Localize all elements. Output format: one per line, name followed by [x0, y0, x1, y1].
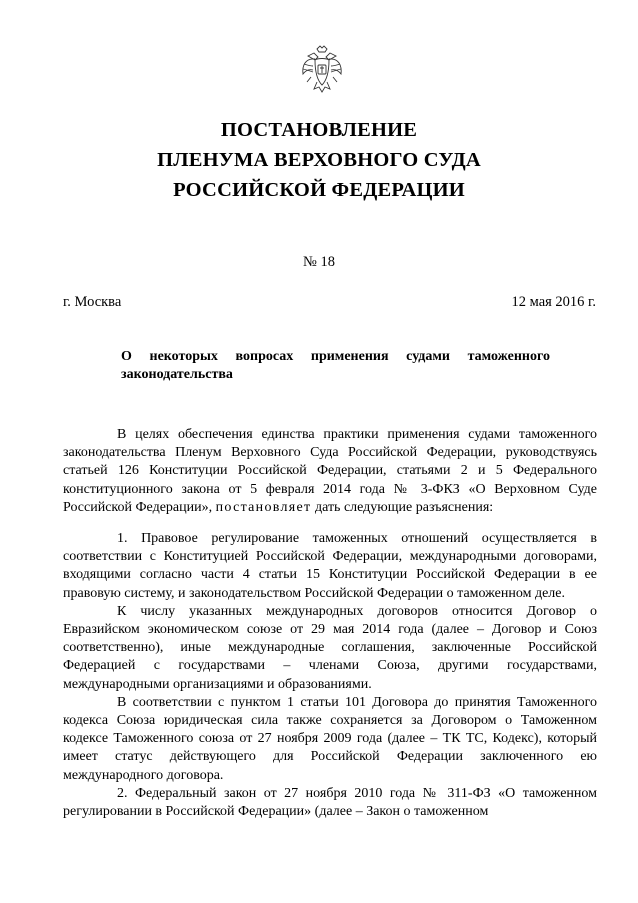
paragraph-item-2: 2. Федеральный закон от 27 ноября 2010 года № 311-ФЗ «О таможенном регулировании в Российской Федерации» (далее – Закон о таможенном	[63, 785, 597, 820]
document-subject: О некоторых вопросах применения судами таможенного законодательства	[121, 349, 550, 382]
paragraph-preamble	[63, 426, 597, 517]
coat-of-arms-icon	[299, 44, 345, 94]
preamble-text-end: дать следующие разъяснения:	[311, 499, 494, 515]
title-line-3: РОССИЙСКОЙ ФЕДЕРАЦИИ	[173, 179, 465, 201]
document-place: г. Москва	[63, 294, 122, 310]
title-line-1: ПОСТАНОВЛЕНИЕ	[220, 119, 418, 141]
document-date: 12 мая 2016 г.	[511, 294, 596, 310]
preamble-emphasis: постановляет	[215, 499, 312, 515]
document-title	[0, 115, 638, 205]
paragraph-item-1: 1. Правовое регулирование таможенных отношений осуществляется в соответствии с Конституцией Российской Федерации, международными договорами, входящими согласно части 4 статьи 15 Конституции Российской Федерации в ее правовую систему, и законодательством Российской Федерации о таможенном деле.	[63, 531, 597, 601]
title-line-2: ПЛЕНУМА ВЕРХОВНОГО СУДА	[157, 149, 481, 171]
document-number: № 18	[303, 254, 335, 270]
document-body	[63, 426, 597, 821]
paragraph-treaties: К числу указанных международных договоров относится Договор о Евразийском экономическом союзе от 29 мая 2014 года (далее – Договор и Союз соответственно), иные международные соглашения, заключенные Российской Федерацией с государствами – членами Союза, другими государствами, международными организациями и образованиями.	[63, 603, 597, 692]
preamble-text: В целях обеспечения единства практики применения судами таможенного законодательства Пленум Верховного Суда Российской Федерации, руководствуясь статьей 126 Конституции Российской Федерации, статьями 2 и 5 Федерального конституционного закона от 5 февраля 2014 года № 3-ФКЗ «О Верховном Суде Российской Федерации»,	[63, 427, 597, 515]
paragraph-article-101: В соответствии с пунктом 1 статьи 101 Договора до принятия Таможенного кодекса Союза юридическая сила также сохраняется за Договором о Таможенном кодексе Таможенного союза от 27 ноября 2009 года (далее – ТК ТС, Кодекс), который имеет статус действующего для Российской Федерации заключенного ею международного договора.	[63, 694, 597, 783]
